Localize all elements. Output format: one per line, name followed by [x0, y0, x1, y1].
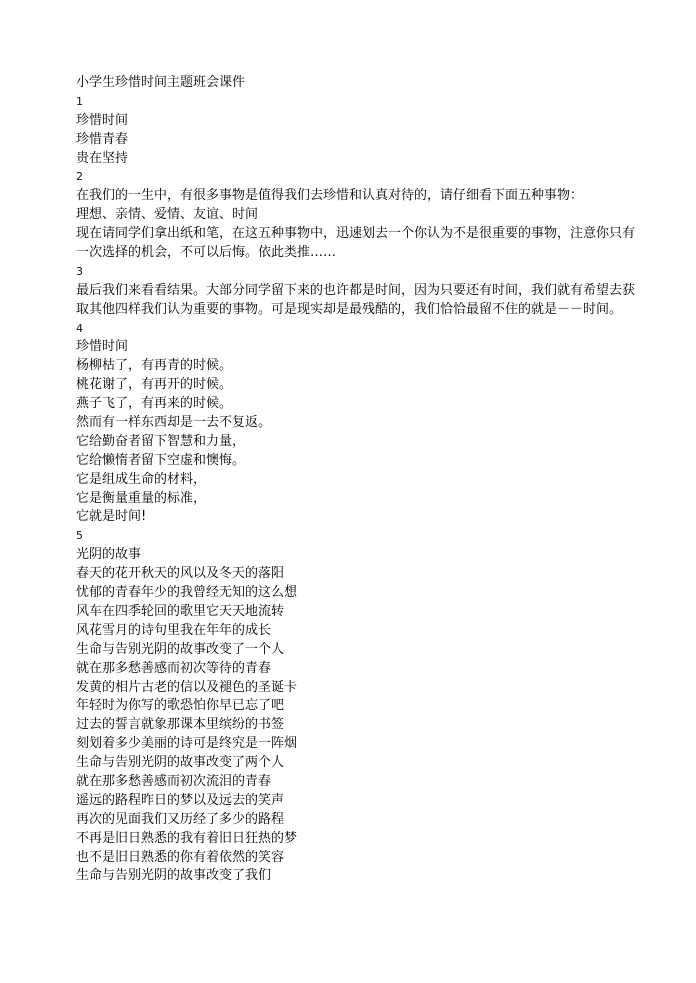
document-title: 小学生珍惜时间主题班会课件	[76, 75, 246, 90]
text-line: 刻划着多少美丽的诗可是终究是一阵烟	[76, 736, 298, 752]
text-line: 它就是时间!	[76, 509, 147, 525]
text-line: 生命与告别光阴的故事改变了两个人	[76, 755, 285, 771]
text-line: 现在请同学们拿出纸和笔，在这五种事物中，迅速划去一个你认为不是很重要的事物，注意你只有	[76, 226, 636, 242]
text-line: 贵在坚持	[76, 150, 129, 166]
text-line: 风车在四季轮回的歌里它天天地流转	[76, 603, 285, 619]
slide-number: 2	[76, 170, 83, 184]
text-line: 发黄的相片古老的信以及褪色的圣诞卡	[76, 679, 298, 695]
text-line: 再次的见面我们又历经了多少的路程	[76, 811, 285, 827]
text-line: 桃花谢了，有再开的时候。	[76, 377, 233, 393]
text-line: 生命与告别光阴的故事改变了一个人	[76, 641, 285, 657]
slide-number: 3	[76, 264, 83, 278]
text-line: 生命与告别光阴的故事改变了我们	[76, 868, 272, 884]
text-line: 理想、亲情、爱情、友谊、时间	[76, 207, 259, 223]
text-line: 杨柳枯了，有再青的时候。	[76, 358, 233, 374]
text-line: 燕子飞了，有再来的时候。	[76, 396, 233, 412]
text-line: 最后我们来看看结果。大部分同学留下来的也许都是时间，因为只要还有时间，我们就有希望去获	[76, 282, 636, 298]
text-line: 它给勤奋者留下智慧和力量，	[76, 433, 246, 449]
slide-number: 4	[76, 321, 83, 335]
text-line: 年轻时为你写的歌恐怕你早已忘了吧	[76, 698, 285, 714]
slide-5	[76, 527, 661, 886]
text-line: 春天的花开秋天的风以及冬天的落阳	[76, 566, 285, 582]
slide-number: 1	[76, 94, 83, 108]
text-line: 它是衡量重量的标准，	[76, 490, 207, 506]
text-line: 珍惜时间	[76, 339, 129, 355]
text-line: 一次选择的机会，不可以后悔。依此类推……	[76, 245, 337, 261]
text-line: 珍惜时间	[76, 112, 129, 128]
text-line: 它是组成生命的材料，	[76, 471, 207, 487]
slide-3	[76, 263, 661, 320]
text-line: 取其他四样我们认为重要的事物。可是现实却是最残酷的，我们恰恰最留不住的就是－－时间。	[76, 301, 623, 317]
slide-number: 5	[76, 529, 83, 543]
text-line: 就在那多愁善感而初次等待的青春	[76, 660, 272, 676]
slide-2	[76, 168, 661, 262]
text-line: 也不是旧日熟悉的你有着依然的笑容	[76, 849, 285, 865]
text-line: 然而有一样东西却是一去不复返。	[76, 415, 272, 431]
document-page	[76, 74, 661, 886]
text-line: 过去的誓言就象那课本里缤纷的书签	[76, 717, 285, 733]
text-line: 珍惜青春	[76, 131, 129, 147]
text-line: 光阴的故事	[76, 547, 142, 563]
text-line: 不再是旧日熟悉的我有着旧日狂热的梦	[76, 830, 298, 846]
slide-1	[76, 93, 661, 169]
text-line: 在我们的一生中，有很多事物是值得我们去珍惜和认真对待的，请仔细看下面五种事物：	[76, 188, 584, 204]
text-line: 风花雪月的诗句里我在年年的成长	[76, 622, 272, 638]
text-line: 遥远的路程昨日的梦以及远去的笑声	[76, 792, 285, 808]
text-line: 它给懒惰者留下空虚和懊悔。	[76, 452, 246, 468]
text-line: 就在那多愁善感而初次流泪的青春	[76, 773, 272, 789]
text-line: 忧郁的青春年少的我曾经无知的这么想	[76, 585, 298, 601]
slide-4	[76, 320, 661, 528]
